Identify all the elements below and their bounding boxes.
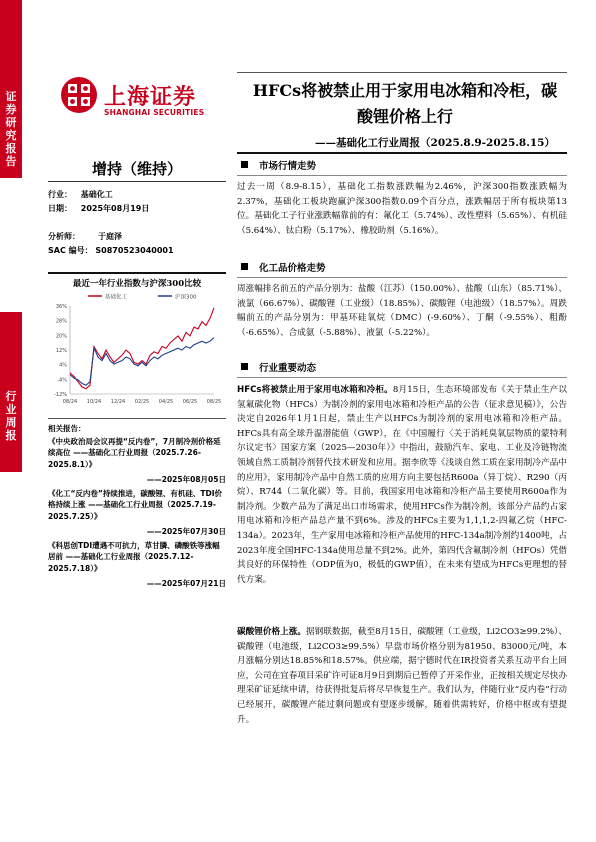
index-comparison-chart	[48, 272, 226, 412]
news-lead: HFCs将被禁止用于家用电冰箱和冷柜。	[237, 385, 393, 395]
related-report-date: ——2025年07月21日	[146, 579, 226, 588]
date-value: 2025年08月19日	[80, 204, 150, 213]
section-market	[237, 156, 567, 176]
x-tick-label: 08/25	[206, 399, 222, 405]
x-tick-label: 10/24	[86, 399, 102, 405]
chart-plot	[48, 290, 226, 412]
related-report-item: 《中央政治局会议再提“反内卷”，7月制冷剂价格延续高位 ——基础化工行业周报（2025.7.26-2025.8.1）》	[48, 436, 221, 469]
y-tick-label: -12%	[54, 392, 67, 398]
report-title: HFCs将被禁止用于家用电冰箱和冷柜，碳酸锂价格上行	[252, 81, 558, 126]
rating: 增持（维持）	[91, 160, 182, 178]
report-subtitle: ——基础化工行业周报（2025.8.9-2025.8.15）	[315, 137, 555, 149]
y-tick-label: 28%	[55, 318, 67, 325]
industry-row	[48, 189, 113, 200]
brand-name-en: SHANGHAI SECURITIES	[104, 108, 205, 117]
x-tick-label: 12/24	[110, 399, 126, 405]
related-report-date: ——2025年07月30日	[146, 527, 226, 536]
section-bullet-icon	[241, 363, 248, 370]
related-report-date: ——2025年08月05日	[146, 475, 226, 484]
news-body: 8月15日，生态环境部发布《关于禁止生产以氢氟碳化物（HFCs）为制冷剂的家用电冰箱和冷柜产品的公告（征求意见稿）》，公告决定自2026年1月1日起，禁止生产以HFCs为制冷剂的家用电冰箱和冷柜产品。HFCs具有高全球升温潜能值（GWP），在《中国履行〈关于消耗臭氧层物质的蒙特利尔议定书〉国家方案（2025—2030年）》中指出，鼓励汽车、家电、工业及冷链物流领域自然工质制冷剂替代技术研发和应用。据李欣等《浅谈自然工质在家用制冷产品中的应用》，家用制冷产品中自然工质的应用方向主要包括R600a（异丁烷）、R290（丙烷）、R744（二氧化碳）等。目前，我国家用电冰箱和冷柜产品主要使用R600a作为制冷剂。少数产品为了满足出口市场需求，使用HFCs作为制冷剂，该部分产品约占家用电冰箱和冷柜产品总产量不到6%。涉及的HFCs主要为1,1,1,2-四氟乙烷（HFC-134a）。2023年，生产家用电冰箱和冷柜产品使用的HFC-134a制冷剂约1400吨，占2023年度全国HFC-134a使用总量不到2%。此外，第四代含氟制冷剂（HFOs）凭借其良好的环保特性（ODP值为0，极低的GWP值），在未来有望成为HFCs更理想的替代方案。	[237, 385, 567, 585]
title-bottom-rule	[237, 152, 567, 154]
side-label-weekly: 行业周报	[5, 390, 17, 442]
series-line	[70, 338, 214, 386]
title-top-rule	[237, 72, 567, 73]
news-lead: 碳酸锂价格上涨。	[237, 627, 307, 637]
section-news	[237, 358, 567, 378]
section-price	[237, 258, 567, 278]
chart-title: 最近一年行业指数与沪深300比较	[72, 279, 202, 289]
price-paragraph: 周涨幅排名前五的产品分别为：盐酸（江苏）（150.00%）、盐酸（山东）（85.71%）、液氯（66.67%）、碳酸锂（工业级）（18.85%）、碳酸锂（电池级）（18.57%）。周跌幅前五的产品分别为：甲基环硅氧烷（DMC）(-9.60%）、丁酮（-9.55%）、粗酚（-6.65%）、合成氨（-5.88%）、液氯（-5.22%）。	[237, 284, 567, 338]
analyst-key: 分析师：	[48, 232, 80, 241]
rating-rule	[48, 181, 226, 182]
related-reports	[48, 423, 226, 592]
news-paragraph-hfcs	[237, 383, 567, 587]
chart-bottom-rule	[48, 418, 226, 419]
sac-key: SAC 编号：	[48, 246, 93, 255]
analyst-value: 于庭泽	[98, 232, 122, 241]
x-tick-label: 06/25	[182, 399, 198, 405]
company-logo-icon	[60, 76, 98, 114]
x-tick-label: 08/24	[62, 399, 78, 405]
section-title: 化工品价格走势	[259, 263, 326, 274]
section-title: 市场行情走势	[259, 161, 317, 172]
section-bullet-icon	[241, 263, 248, 270]
y-tick-label: 12%	[55, 348, 67, 354]
y-tick-label: -4%	[57, 377, 67, 384]
market-paragraph: 过去一周（8.9-8.15），基础化工指数涨跌幅为2.46%，沪深300指数涨跌幅为2.37%，基础化工板块跑赢沪深300指数0.09个百分点，涨跌幅居于所有板块第13位。基础化工子行业涨跌幅靠前的有：氟化工（5.74%）、改性塑料（5.65%）、有机硅（5.64%）、钛白粉（5.17%）、橡胶助剂（5.16%）。	[237, 182, 567, 236]
section-bullet-icon	[241, 161, 248, 168]
date-row	[48, 203, 149, 214]
news-paragraph-lithium	[237, 625, 567, 727]
analyst-row	[48, 231, 122, 242]
news-body: 据钢联数据，截至8月15日，碳酸锂（工业级，Li2CO3≥99.2%）、碳酸锂（电池级，Li2CO3≥99.5%）早盘市场价格分别为81950、83000元/吨，本月涨幅分别达18.85%和18.57%。供应端，据宁德时代在IR投资者关系互动平台上回应，公司在宜春项目采矿许可证8月9日到期后已暂停了开采作业，正按相关规定尽快办理采矿证延续申请，待获得批复后将尽早恢复生产。我们认为，伴随行业“反内卷”行动已经展开，碳酸锂产能过剩问题或有望逐步缓解，随着供需转好，价格中枢或有望提升。	[237, 627, 567, 725]
sac-value: S0870523040001	[95, 246, 174, 255]
industry-key: 行业：	[48, 190, 72, 199]
related-report-item: 《科思创TDI遭遇不可抗力，草甘膦、磷酸铁等涨幅居前 ——基础化工行业周报（2025.7.12-2025.7.18）》	[48, 540, 220, 573]
date-key: 日期：	[48, 204, 72, 213]
y-tick-label: 36%	[55, 304, 67, 310]
section-title: 行业重要动态	[259, 363, 317, 374]
legend-label: 沪深300	[175, 294, 197, 301]
x-tick-label: 04/25	[158, 399, 174, 405]
series-line	[70, 308, 214, 389]
y-tick-label: 20%	[55, 333, 67, 340]
side-label-report-type: 证券研究报告	[5, 90, 17, 168]
brand-name-cn: 上海证券	[104, 85, 197, 110]
legend-label: 基础化工	[105, 294, 128, 301]
x-tick-label: 02/25	[134, 399, 150, 405]
industry-value: 基础化工	[80, 190, 113, 199]
related-heading: 相关报告：	[48, 424, 86, 433]
y-tick-label: 4%	[59, 362, 67, 369]
related-report-item: 《化工“反内卷”持续推进，碳酸锂、有机硅、TDI价格持续上涨 ——基础化工行业周报（2025.7.19-2025.7.25）》	[48, 488, 222, 521]
sac-row	[48, 245, 174, 256]
